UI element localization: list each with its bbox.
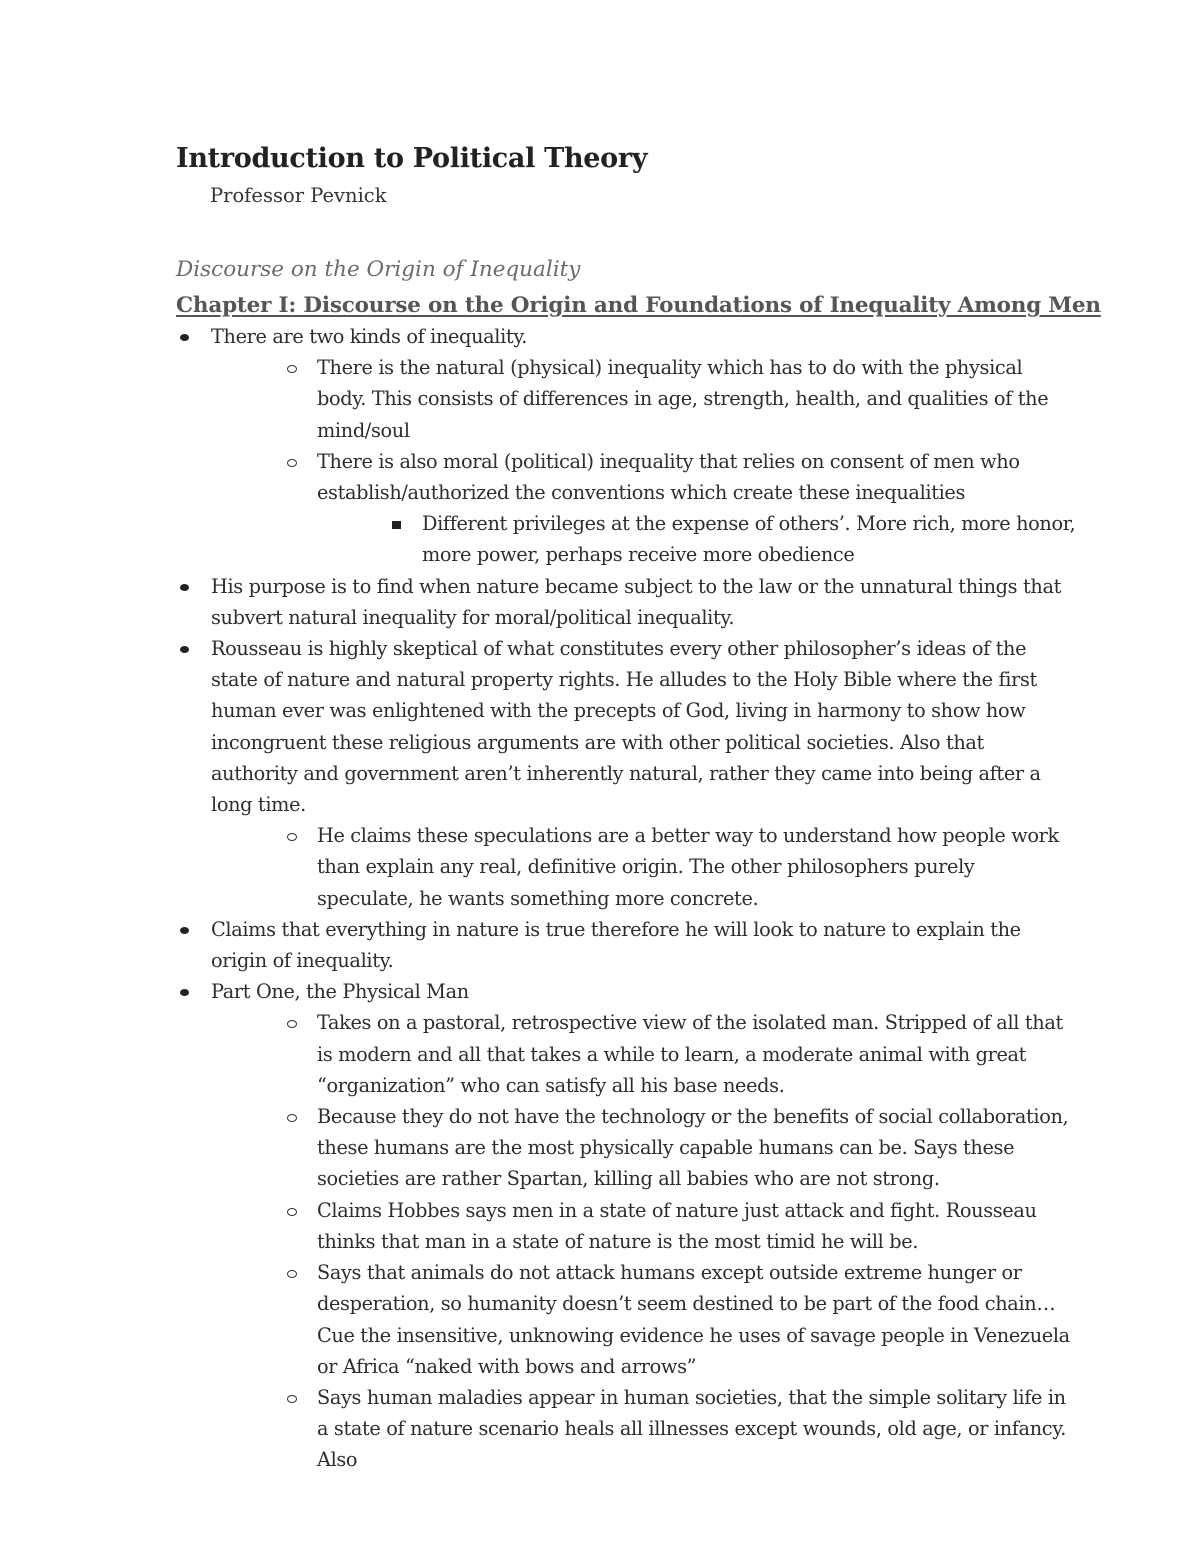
list-item-text: Part One, the Physical Man [211,980,469,1004]
bullet-icon [176,914,196,945]
list-item-text: There is the natural (physical) inequality which has to do with the physical body. This consists of differences in age, strength, health, and qualities of the mind/soul [317,356,1049,442]
circle-bullet-icon [282,820,302,851]
professor-name: Professor Pevnick [210,184,387,207]
list-item [282,1007,1076,1101]
document-title: Introduction to Political Theory [176,143,648,174]
sub-list [282,820,1076,914]
circle-bullet-icon [282,446,302,477]
bullet-icon [176,571,196,602]
circle-bullet-icon [282,1195,302,1226]
bullet-icon [176,633,196,664]
sub-sub-list [387,508,1076,570]
list-item [282,1195,1076,1257]
notes-list [176,321,1076,1476]
list-item-text: Rousseau is highly skeptical of what constitutes every other philosopher’s ideas of the state of nature and natural property rights. He alludes to the Holy Bible where the first human ever was enlightened with the precepts of God, living in harmony to show how incongruent these religious arguments are with other political societies. Also that authority and government aren’t inherently natural, rather they came into being after a long time. [211,637,1041,817]
list-item-text: Claims that everything in nature is true therefore he will look to nature to explain the origin of inequality. [211,917,1021,973]
circle-bullet-icon [282,1257,302,1288]
list-item [282,446,1076,571]
list-item [282,1382,1076,1476]
list-item-text: There is also moral (political) inequality that relies on consent of men who establish/authorized the conventions which create these inequalities [317,449,1020,505]
list-item-text: Says human maladies appear in human societies, that the simple solitary life in a state of nature scenario heals all illnesses except wounds, old age, or infancy. Also [317,1385,1066,1472]
list-item-text: Claims Hobbes says men in a state of nature just attack and fight. Rousseau thinks that man in a state of nature is the most timid he will be. [317,1198,1037,1253]
chapter-title: Chapter I: Discourse on the Origin and Foundations of Inequality Among Men [176,293,1101,318]
list-item-text: He claims these speculations are a better way to understand how people work than explain any real, definitive origin. The other philosophers purely speculate, he wants something more concrete. [317,824,1059,910]
list-item-text: His purpose is to find when nature became subject to the law or the unnatural things that subvert natural inequality for moral/political inequality. [211,574,1061,629]
list-item [176,633,1076,914]
section-title: Discourse on the Origin of Inequality [176,257,581,282]
list-item-text: Different privileges at the expense of others’. More rich, more honor, more power, perhaps receive more obedience [422,512,1076,567]
list-item [176,914,1076,976]
sub-list [282,1007,1076,1475]
list-item [176,976,1076,1475]
list-item-text: Takes on a pastoral, retrospective view of the isolated man. Stripped of all that is modern and all that takes a while to learn, a moderate animal with great “organization” who can satisfy all his base needs. [317,1011,1063,1097]
circle-bullet-icon [282,1101,302,1132]
square-bullet-icon [387,508,407,539]
list-item [282,820,1076,914]
circle-bullet-icon [282,1382,302,1413]
circle-bullet-icon [282,352,302,383]
list-item [282,1257,1076,1382]
sub-list [282,352,1076,570]
list-item-text: Says that animals do not attack humans except outside extreme hunger or desperation, so humanity doesn’t seem destined to be part of the food chain…Cue the insensitive, unknowing evidence he uses of savage people in Venezuela or Africa “naked with bows and arrows” [317,1261,1070,1378]
list-item [176,321,1076,571]
list-item [282,352,1076,446]
circle-bullet-icon [282,1007,302,1038]
document-page [176,140,1101,1476]
list-item [176,571,1076,633]
list-item [387,508,1076,570]
bullet-icon [176,976,196,1007]
list-item-text: Because they do not have the technology or the benefits of social collaboration, these humans are the most physically capable humans can be. Says these societies are rather Spartan, killing all babies who are not strong. [317,1105,1069,1191]
list-item [282,1101,1076,1195]
list-item-text: There are two kinds of inequality. [211,325,528,348]
bullet-icon [176,321,196,352]
